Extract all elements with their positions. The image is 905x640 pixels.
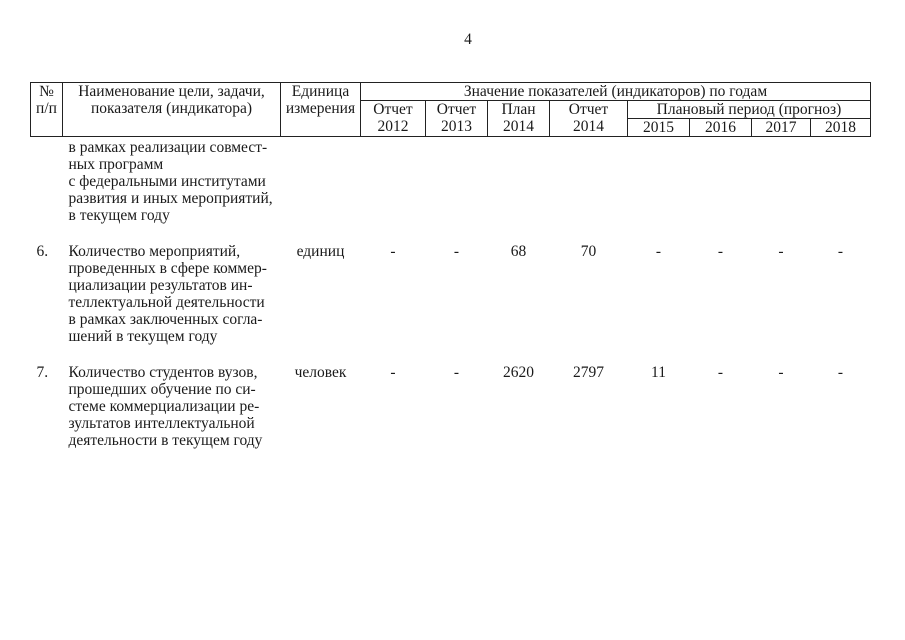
header-unit-cell bbox=[281, 83, 361, 137]
header-values-group: Значение показателей (индикаторов) по годам bbox=[361, 83, 871, 101]
row-number: 6. bbox=[36, 243, 49, 260]
header-col-label: План bbox=[501, 101, 536, 118]
name-line: проведенных в сфере коммер- bbox=[68, 260, 267, 277]
header-name-line-2: показателя (индикатора) bbox=[90, 100, 253, 117]
name-line: циализации результатов ин- bbox=[68, 277, 253, 294]
value-forecast-2018: - bbox=[837, 243, 844, 260]
header-year-2018: 2018 bbox=[811, 119, 871, 137]
header-col-report-2014 bbox=[550, 101, 628, 137]
name-line: с федеральными институтами bbox=[68, 173, 266, 190]
header-year-2016: 2016 bbox=[690, 119, 752, 137]
name-line: развития и иных мероприятий, bbox=[68, 190, 273, 207]
name-line: Количество студентов вузов, bbox=[68, 364, 258, 381]
value-forecast-2015: - bbox=[655, 243, 662, 260]
name-line: деятельности в текущем году bbox=[68, 432, 263, 449]
header-name-line-1: Наименование цели, задачи, bbox=[78, 83, 265, 100]
header-num-line-2: п/п bbox=[36, 100, 57, 117]
value-report-2012: - bbox=[390, 364, 396, 381]
value-forecast-2015: 11 bbox=[651, 364, 666, 381]
continuation-num-cell bbox=[31, 137, 63, 225]
header-col-year: 2014 bbox=[573, 118, 604, 135]
value-report-2012: - bbox=[390, 243, 396, 260]
name-line: зультатов интеллектуальной bbox=[68, 415, 255, 432]
header-col-label: Отчет bbox=[568, 101, 609, 118]
header-col-label: Отчет bbox=[373, 101, 413, 118]
row-unit: человек bbox=[294, 364, 347, 381]
indicators-table bbox=[30, 82, 871, 449]
value-report-2014: 2797 bbox=[573, 364, 604, 381]
row-name-cell bbox=[63, 224, 281, 345]
header-col-label: Отчет bbox=[436, 101, 477, 118]
name-line: шений в текущем году bbox=[68, 328, 218, 345]
header-num-line-1: № bbox=[39, 83, 54, 100]
name-line: ных программ bbox=[68, 156, 164, 173]
header-col-plan-2014 bbox=[488, 101, 550, 137]
name-line: стеме коммерциализации ре- bbox=[68, 398, 260, 415]
header-num-cell bbox=[31, 83, 63, 137]
table-body bbox=[31, 137, 871, 450]
value-report-2013: - bbox=[453, 364, 460, 381]
table-header bbox=[31, 83, 871, 137]
header-row-1 bbox=[31, 83, 871, 101]
name-line: в текущем году bbox=[68, 207, 170, 224]
header-col-report-2012 bbox=[361, 101, 426, 137]
value-forecast-2017: - bbox=[778, 243, 784, 260]
row-number: 7. bbox=[36, 364, 49, 381]
name-line: прошедших обучение по си- bbox=[68, 381, 256, 398]
header-year-2015: 2015 bbox=[628, 119, 690, 137]
header-col-report-2013 bbox=[426, 101, 488, 137]
value-forecast-2016: - bbox=[717, 364, 724, 381]
header-forecast-group: Плановый период (прогноз) bbox=[628, 101, 871, 119]
row-unit: единиц bbox=[296, 243, 345, 260]
header-col-year: 2013 bbox=[441, 118, 472, 135]
header-col-year: 2012 bbox=[377, 118, 409, 135]
row-name-cell bbox=[63, 345, 281, 449]
value-report-2013: - bbox=[453, 243, 460, 260]
name-line: в рамках реализации совмест- bbox=[68, 139, 268, 156]
value-report-2014: 70 bbox=[580, 243, 597, 260]
header-unit-line-1: Единица bbox=[291, 83, 350, 100]
header-unit-line-2: измерения bbox=[285, 100, 356, 117]
continuation-name-cell bbox=[63, 137, 281, 225]
header-year-2017: 2017 bbox=[752, 119, 811, 137]
name-line: Количество мероприятий, bbox=[68, 243, 241, 260]
value-plan-2014: 68 bbox=[510, 243, 527, 260]
value-forecast-2016: - bbox=[717, 243, 724, 260]
name-line: теллектуальной деятельности bbox=[68, 294, 265, 311]
value-forecast-2018: - bbox=[837, 364, 844, 381]
table-row-7 bbox=[31, 345, 871, 449]
continuation-row bbox=[31, 137, 871, 225]
value-forecast-2017: - bbox=[778, 364, 784, 381]
page-number: 4 bbox=[464, 31, 472, 48]
continuation-empty-cells bbox=[281, 137, 871, 225]
name-line: в рамках заключенных согла- bbox=[68, 311, 263, 328]
header-col-year: 2014 bbox=[503, 118, 534, 135]
table-row-6 bbox=[31, 224, 871, 345]
value-plan-2014: 2620 bbox=[503, 364, 534, 381]
header-name-cell bbox=[63, 83, 281, 137]
